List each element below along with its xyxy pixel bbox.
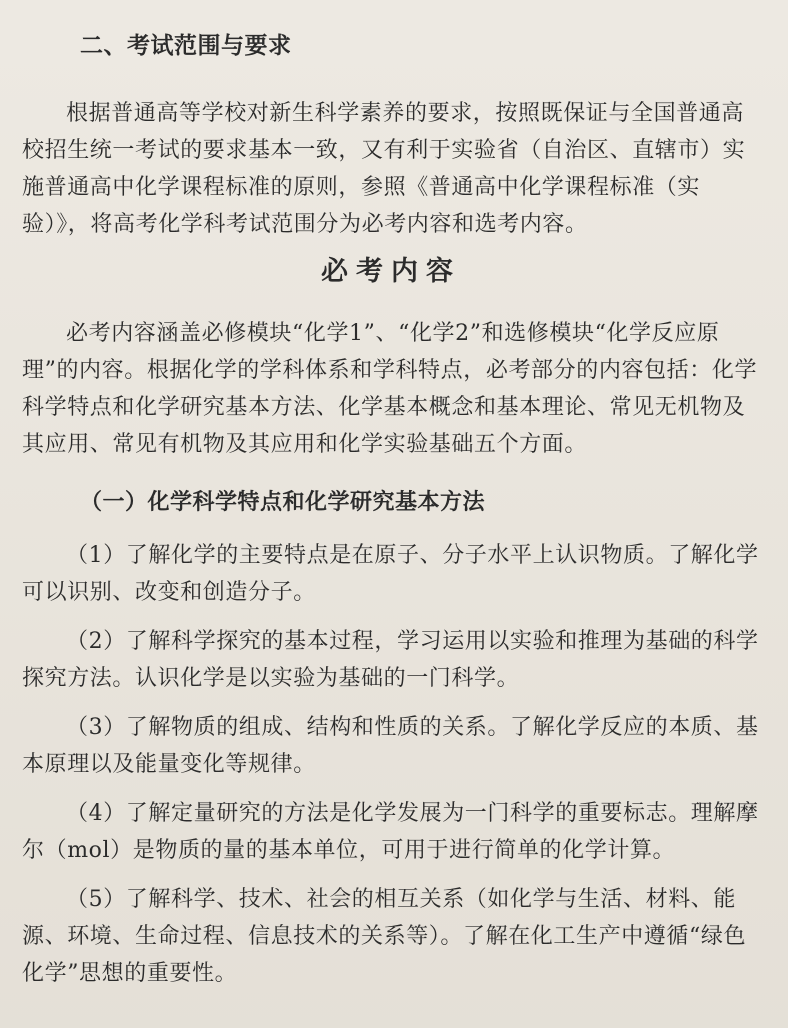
subheading: （一）化学科学特点和化学研究基本方法 xyxy=(80,489,486,515)
requirement-item-2: （2）了解科学探究的基本过程，学习运用以实验和推理为基础的科学探究方法。认识化学是以实验为基础的一门科学。 xyxy=(22,629,759,691)
requirement-item-5: （5）了解科学、技术、社会的相互关系（如化学与生活、材料、能源、环境、生命过程、信息技术的关系等）。了解在化工生产中遵循“绿色化学”思想的重要性。 xyxy=(22,887,747,986)
requirement-item-4: （4）了解定量研究的方法是化学发展为一门科学的重要标志。理解摩尔（mol）是物质的量的基本单位，可用于进行简单的化学计算。 xyxy=(22,801,759,863)
requirement-item-3: （3）了解物质的组成、结构和性质的关系。了解化学反应的本质、基本原理以及能量变化等规律。 xyxy=(22,715,759,777)
requirement-item-1: （1）了解化学的主要特点是在原子、分子水平上认识物质。了解化学可以识别、改变和创造分子。 xyxy=(22,543,759,605)
main-heading: 必考内容 xyxy=(321,256,461,287)
section-title: 二、考试范围与要求 xyxy=(80,32,292,59)
intro-paragraph: 根据普通高等学校对新生科学素养的要求，按照既保证与全国普通高校招生统一考试的要求基本一致，又有利于实验省（自治区、直辖市）实施普通高中化学课程标准的原则，参照《普通高中化学课程标准（实验）》，将高考化学科考试范围分为必考内容和选考内容。 xyxy=(22,101,746,237)
scope-paragraph: 必考内容涵盖必修模块“化学1”、“化学2”和选修模块“化学反应原理”的内容。根据化学的学科体系和学科特点，必考部分的内容包括：化学科学特点和化学研究基本方法、化学基本概念和基本理论、常见无机物及其应用、常见有机物及其应用和化学实验基础五个方面。 xyxy=(22,321,758,457)
